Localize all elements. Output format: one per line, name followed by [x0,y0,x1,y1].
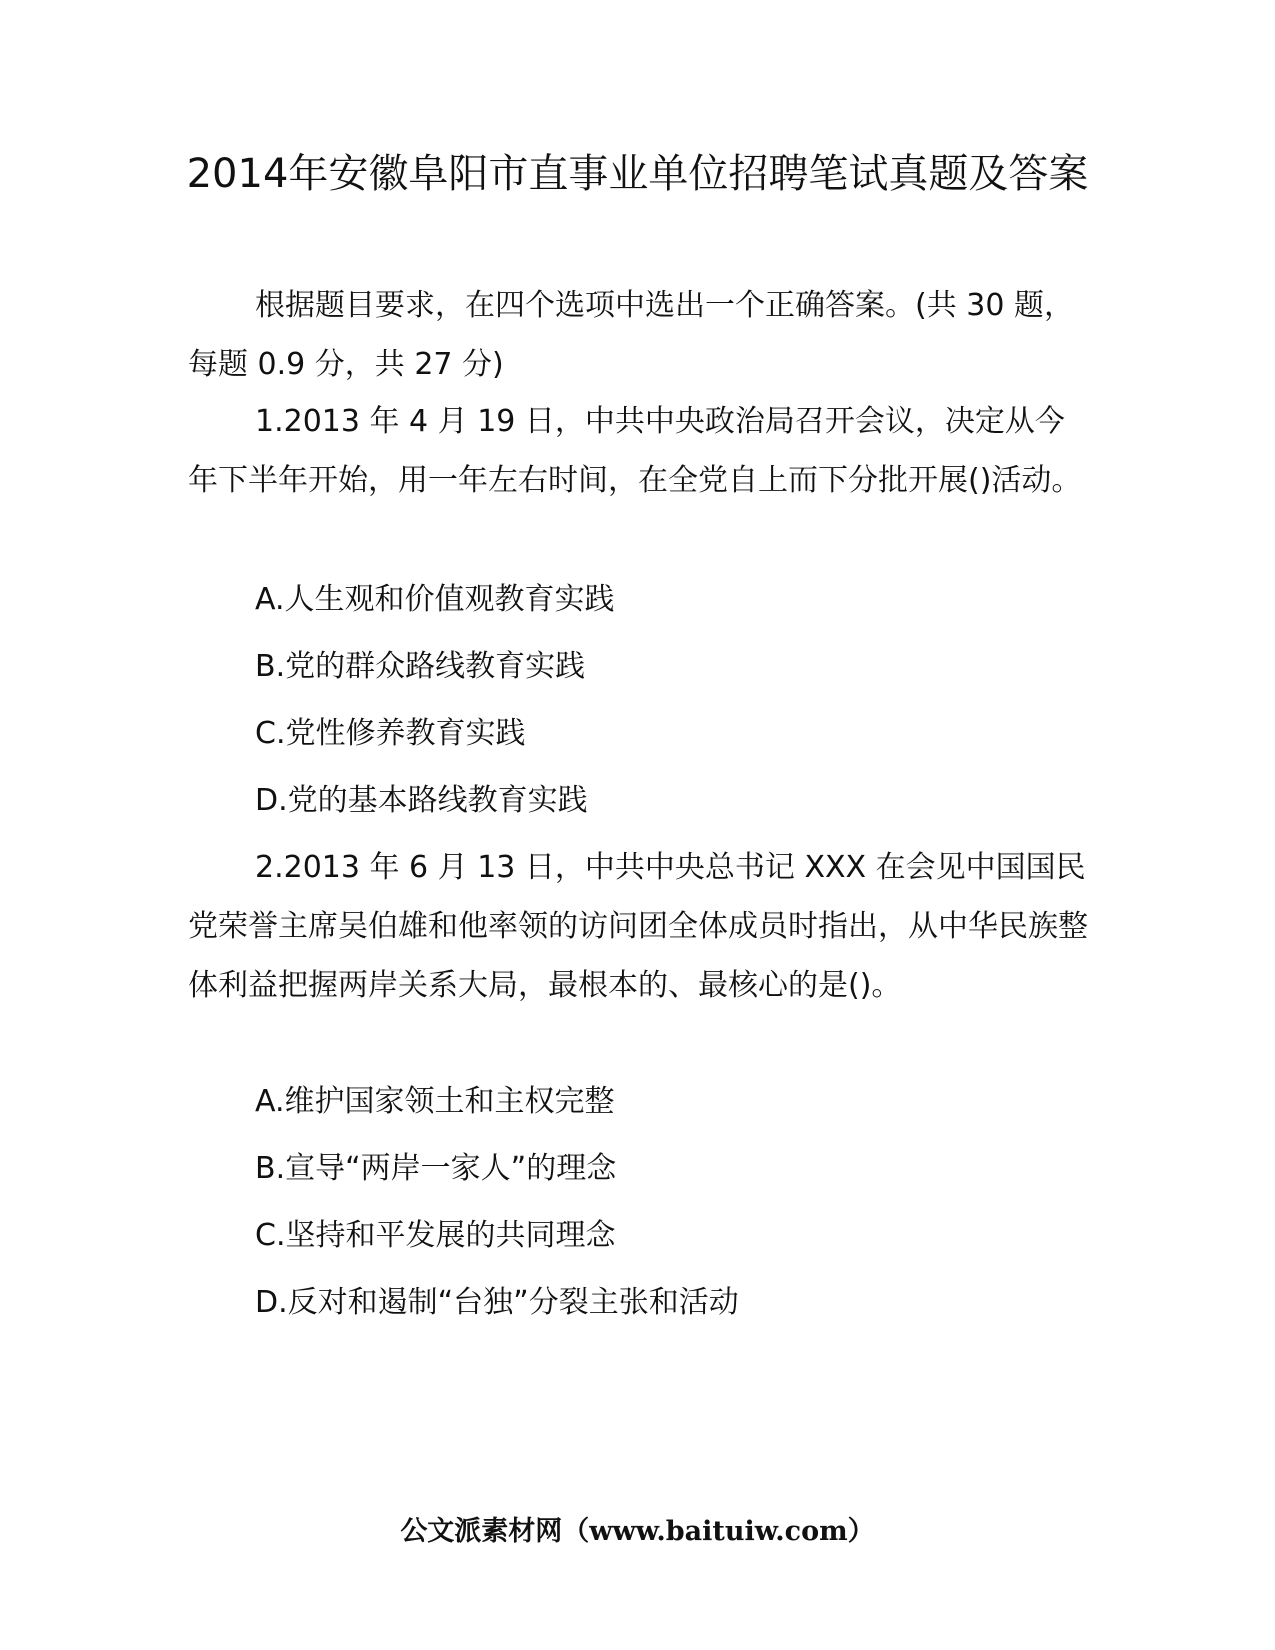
question-2-option-c: C.坚持和平发展的共同理念 [255,1218,616,1253]
footer-source: 公文派素材网（www.baituiw.com） [400,1516,875,1547]
question-1-option-c: C.党性修养教育实践 [255,716,526,751]
question-1-stem: 1.2013 年 4 月 19 日，中共中央政治局召开会议，决定从今年下半年开始，用一年左右时间，在全党自上而下分批开展()活动。 [188,404,1082,498]
question-1-option-b: B.党的群众路线教育实践 [255,649,586,684]
instructions-paragraph: 根据题目要求，在四个选项中选出一个正确答案。(共 30 题，每题 0.9 分，共 27 分) [188,288,1074,382]
question-2-option-a: A.维护国家领土和主权完整 [255,1084,615,1119]
question-2-stem: 2.2013 年 6 月 13 日，中共中央总书记 XXX 在会见中国国民党荣誉主席吴伯雄和他率领的访问团全体成员时指出，从中华民族整体利益把握两岸关系大局，最根本的、最核心的是()。 [188,850,1088,1003]
question-2-option-d: D.反对和遏制“台独”分裂主张和活动 [255,1285,739,1320]
question-1-option-a: A.人生观和价值观教育实践 [255,582,615,617]
question-2-option-b: B.宣导“两岸一家人”的理念 [255,1151,617,1186]
question-1-option-d: D.党的基本路线教育实践 [255,783,588,818]
document-title: 2014年安徽阜阳市直事业单位招聘笔试真题及答案 [186,151,1089,197]
